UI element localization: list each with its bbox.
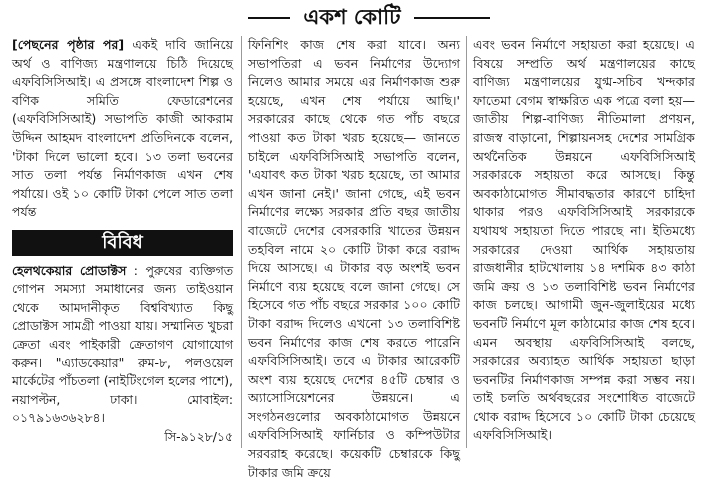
article-column-3 [473,36,695,448]
column-divider-1 [241,36,242,448]
headline: একশ কোটি [303,5,401,29]
column-divider-2 [466,36,467,448]
column-1-text: একই দাবি জানিয়ে অর্থ ও বাণিজ্য মন্ত্রণালয়ে চিঠি দিয়েছে এফবিসিসিআই। এ প্রসঙ্গে বাংলাদেশ শিল্প ও বণিক সমিতি ফেডারেশনের (এফবিসিসিআই) সভাপতি কাজী আকরাম উদ্দিন আহমদ বাংলাদেশ প্রতিদিনকে বলেন, 'টাকা দিলে ভালো হবে। ১৩ তলা ভবনের সাত তলা পর্যন্ত নির্মাণকাজ এখন শেষ পর্যায়ে। ওই ১০ কোটি টাকা পেলে সাত তলা পর্যন্ত [12,37,233,220]
column-1-paragraph [12,36,233,222]
ad-business-name: হেলথকেয়ার প্রোডাক্টস [12,263,127,278]
article-column-2 [248,36,460,480]
section-title: বিবিধ [12,230,233,256]
ad-code: সি-৯১২৮/১৫ [164,428,233,444]
column-2-text: ফিনিশিং কাজ শেষ করা যাবে। অন্য সভাপতিরা এ ভবন নির্মাণের উদ্যোগ নিলেও আমার সময়ে এর নির্মাণকাজ শুরু হয়েছে, এখন শেষ পর্যায়ে আছি।' সরকারের কাছে থেকে গত পাঁচ বছরে পাওয়া কত টাকা খরচ হয়েছে— জানতে চাইলে এফবিসিসিআই সভাপতি বলেন, 'এযাবৎ কত টাকা খরচ হয়েছে, তা আমার এখন জানা নেই।' জানা গেছে, এই ভবন নির্মাণের লক্ষ্যে সরকার প্রতি বছর জাতীয় বাজেটে দেশের বেসরকারি খাতের উন্নয়ন তহবিল নামে ২০ কোটি টাকা করে বরাদ্দ দিয়ে আসছে। এ টাকার বড় অংশই ভবন নির্মাণে ব্যয় হয়েছে বলে জানা গেছে। সে হিসেবে গত পাঁচ বছরে সরকার ১০০ কোটি টাকা বরাদ্দ দিলেও এখনো ১৩ তলাবিশিষ্ট ভবন নির্মাণের কাজ শেষ করতে পারেনি এফবিসিসিআই। তবে এ টাকার আরেকটি অংশ ব্যয় হয়েছে দেশের ৪৫টি চেম্বার ও অ্যাসোসিয়েশনের উন্নয়নে। এ সংগঠনগুলোর অবকাঠামোগত উন্নয়নে এফবিসিসিআই ফার্নিচার ও কম্পিউটার সরবরাহ করেছে। কয়েকটি চেম্বারকে কিছু টাকার জমি ক্রয়ে [248,37,460,480]
headline-rule-left [248,17,290,19]
ad-body: : পুরুষের ব্যক্তিগত গোপন সমস্যা সমাধানের জন্য তাইওয়ান থেকে আমদানীকৃত বিশ্ববিখ্যাত কিছু প্রোডাক্টস সামগ্রী পাওয়া যায়। সম্মানিত খুচরা ক্রেতা এবং পাইকারী ক্রেতাগণ যোগাযোগ করুন। "এ্যাডকেয়ার" রুম-৮, পলওয়েল মার্কেটের পাঁচতলা (নাইটিংগেল হলের পাশে), নয়াপল্টন, ঢাকা। মোবাইল: ০১৭৯১৬৩৬২৮৪। [12,263,233,426]
headline-rule-right [414,17,490,19]
classified-ad [12,262,233,446]
headline-area [0,0,705,34]
continuation-tag: [পেছনের পৃষ্ঠার পর] [12,37,125,52]
column-3-text: এবং ভবন নির্মাণে সহায়তা করা হয়েছে। এ বিষয়ে সম্প্রতি অর্থ মন্ত্রণালয়ের কাছে বাণিজ্য মন্ত্রণালয়ের যুগ্ম-সচিব খন্দকার ফাতেমা বেগম স্বাক্ষরিত এক পত্রে বলা হয়— জাতীয় শিল্প-বাণিজ্য নীতিমালা প্রণয়ন, রাজস্ব বাড়ানো, শিল্পায়নসহ দেশের সামগ্রিক অর্থনৈতিক উন্নয়নে এফবিসিসিআই সরকারকে সহায়তা করে আসছে। কিন্তু অবকাঠামোগত সীমাবদ্ধতার কারণে চাহিদা থাকার পরও এফবিসিসিআই সরকারকে যথাযথ সহায়তা দিতে পারছে না। ইতিমধ্যে সরকারের দেওয়া আর্থিক সহায়তায় রাজধানীর হাটখোলায় ১৪ দশমিক ৪৩ কাঠা জমি ক্রয় ও ১৩ তলাবিশিষ্ট ভবন নির্মাণের কাজ চলছে। আগামী জুন-জুলাইয়ের মধ্যে ভবনটি নির্মাণে মূল কাঠামোর কাজ শেষ হবে। এমন অবস্থায় এফবিসিসিআই বলছে, সরকারের অব্যাহত আর্থিক সহায়তা ছাড়া ভবনটির নির্মাণকাজ সম্পন্ন করা সম্ভব নয়। তাই চলতি অর্থবছরের সংশোধিত বাজেটে থোক বরাদ্দ হিসেবে ১০ কোটি টাকা চেয়েছে এফবিসিসিআই। [473,37,695,443]
classifieds-section [12,226,233,448]
